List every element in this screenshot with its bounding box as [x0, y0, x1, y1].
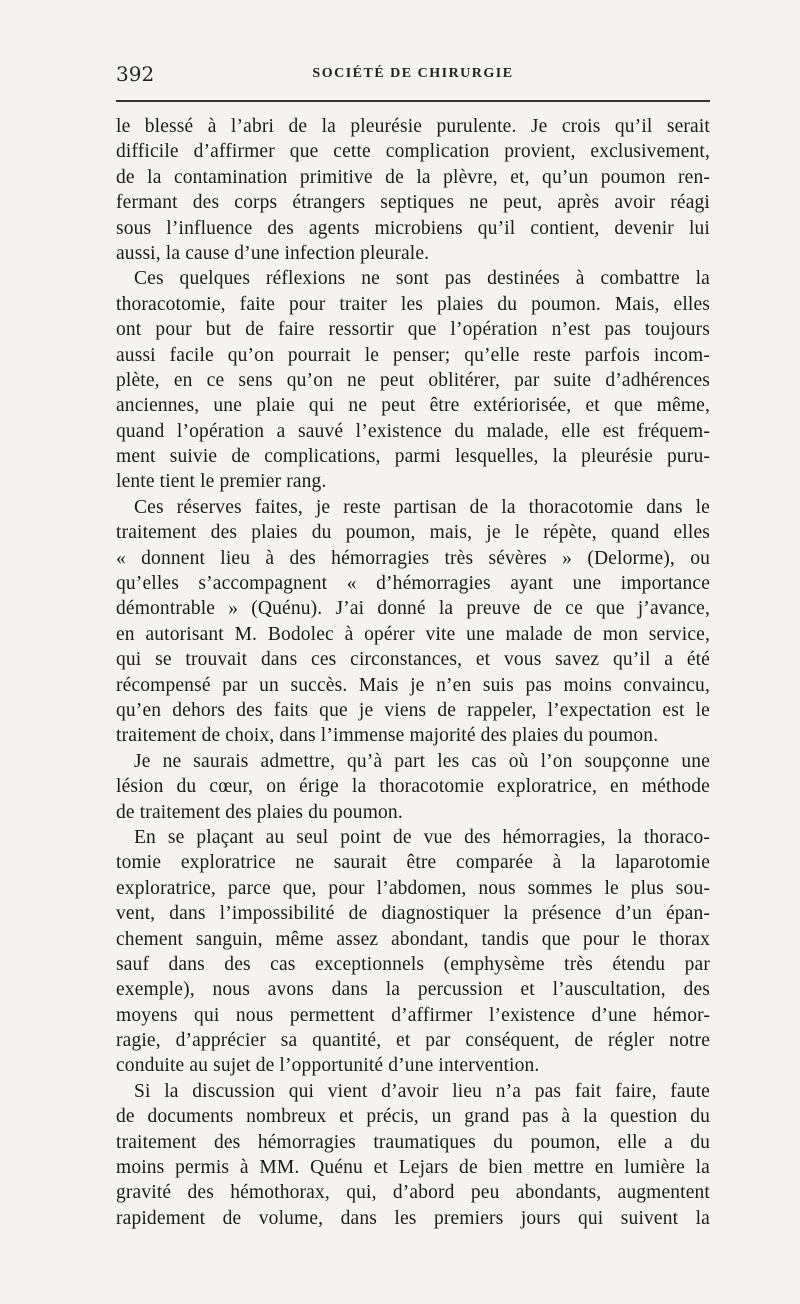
text-line: ment suivie de complications, parmi lesquelles, la pleurésie puru-	[116, 446, 710, 468]
text-line: exploratrice, parce que, pour l’abdomen, nous sommes le plus sou-	[116, 877, 710, 899]
page-number: 392	[116, 62, 155, 86]
text-line: conduite au sujet de l’opportunité d’une intervention.	[116, 1055, 540, 1077]
text-line: rapidement de volume, dans les premiers jours qui suivent la	[116, 1207, 710, 1229]
text-line: exemple), nous avons dans la percussion et l’auscultation, des	[116, 979, 710, 1001]
page-header	[116, 58, 710, 92]
text-line: sous l’influence des agents microbiens qu’il contient, devenir lui	[116, 217, 710, 239]
text-line: moins permis à MM. Quénu et Lejars de bien mettre en lumière la	[116, 1157, 710, 1179]
text-line: ont pour but de faire ressortir que l’opération n’est pas toujours	[116, 319, 710, 341]
text-line: Ces réserves faites, je reste partisan de la thoracotomie dans le	[134, 496, 710, 518]
text-line: gravité des hémothorax, qui, d’abord peu abondants, augmentent	[116, 1182, 710, 1204]
text-line: thoracotomie, faite pour traiter les plaies du poumon. Mais, elles	[116, 293, 710, 315]
text-line: Je ne saurais admettre, qu’à part les cas où l’on soupçonne une	[134, 750, 710, 772]
text-line: vent, dans l’impossibilité de diagnostiquer la présence d’un épan-	[116, 903, 710, 925]
text-line: moyens qui nous permettent d’affirmer l’existence d’une hémor-	[116, 1004, 710, 1026]
text-line: lente tient le premier rang.	[116, 471, 327, 493]
header-rule	[116, 100, 710, 102]
text-line: traitement de choix, dans l’immense majorité des plaies du poumon.	[116, 725, 659, 747]
text-line: chement sanguin, même assez abondant, tandis que pour le thorax	[116, 928, 710, 950]
text-line: en autorisant M. Bodolec à opérer vite une malade de mon service,	[116, 623, 710, 645]
text-line: le blessé à l’abri de la pleurésie purulente. Je crois qu’il serait	[116, 116, 710, 137]
text-line: En se plaçant au seul point de vue des hémorragies, la thoraco-	[134, 826, 710, 848]
text-line: de la contamination primitive de la plèvre, et, qu’un poumon ren-	[116, 166, 710, 188]
text-line: qu’elles s’accompagnent « d’hémorragies ayant une importance	[116, 573, 710, 595]
text-line: de documents nombreux et précis, un grand pas à la question du	[116, 1106, 710, 1128]
text-line: difficile d’affirmer que cette complication provient, exclusivement,	[116, 141, 710, 163]
text-line: aussi, la cause d’une infection pleurale.	[116, 242, 430, 264]
running-title: SOCIÉTÉ DE CHIRURGIE	[312, 66, 514, 81]
text-line: traitement des plaies du poumon, mais, je le répète, quand elles	[116, 522, 710, 544]
text-line: récompensé par un succès. Mais je n’en suis pas moins convaincu,	[116, 674, 710, 696]
text-line: Si la discussion qui vient d’avoir lieu n’a pas fait faire, faute	[134, 1080, 710, 1102]
text-line: sauf dans des cas exceptionnels (emphysème très étendu par	[116, 953, 710, 975]
text-line: de traitement des plaies du poumon.	[116, 801, 403, 823]
text-line: aussi facile qu’on pourrait le penser; qu’elle reste parfois incom-	[116, 344, 710, 366]
text-line: quand l’opération a sauvé l’existence du malade, elle est fréquem-	[116, 420, 710, 442]
text-line: anciennes, une plaie qui ne peut être extériorisée, et que même,	[116, 395, 710, 417]
text-line: démontrable » (Quénu). J’ai donné la preuve de ce que j’avance,	[116, 598, 710, 620]
text-line: plète, en ce sens qu’on ne peut oblitérer, par suite d’adhérences	[116, 369, 710, 391]
text-line: « donnent lieu à des hémorragies très sévères » (Delorme), ou	[116, 547, 710, 569]
body-text	[116, 114, 710, 1231]
text-line: ragie, d’apprécier sa quantité, et par conséquent, de régler notre	[116, 1030, 710, 1052]
text-line: traitement des hémorragies traumatiques du poumon, elle a du	[116, 1131, 710, 1153]
text-line: tomie exploratrice ne saurait être comparée à la laparotomie	[116, 852, 710, 874]
text-line: qui se trouvait dans ces circonstances, et vous savez qu’il a été	[116, 649, 710, 671]
text-line: qu’en dehors des faits que je viens de rappeler, l’expectation est le	[116, 699, 710, 721]
text-line: lésion du cœur, on érige la thoracotomie exploratrice, en méthode	[116, 776, 710, 798]
text-line: fermant des corps étrangers septiques ne peut, après avoir réagi	[116, 192, 710, 214]
text-line: Ces quelques réflexions ne sont pas destinées à combattre la	[134, 268, 710, 290]
